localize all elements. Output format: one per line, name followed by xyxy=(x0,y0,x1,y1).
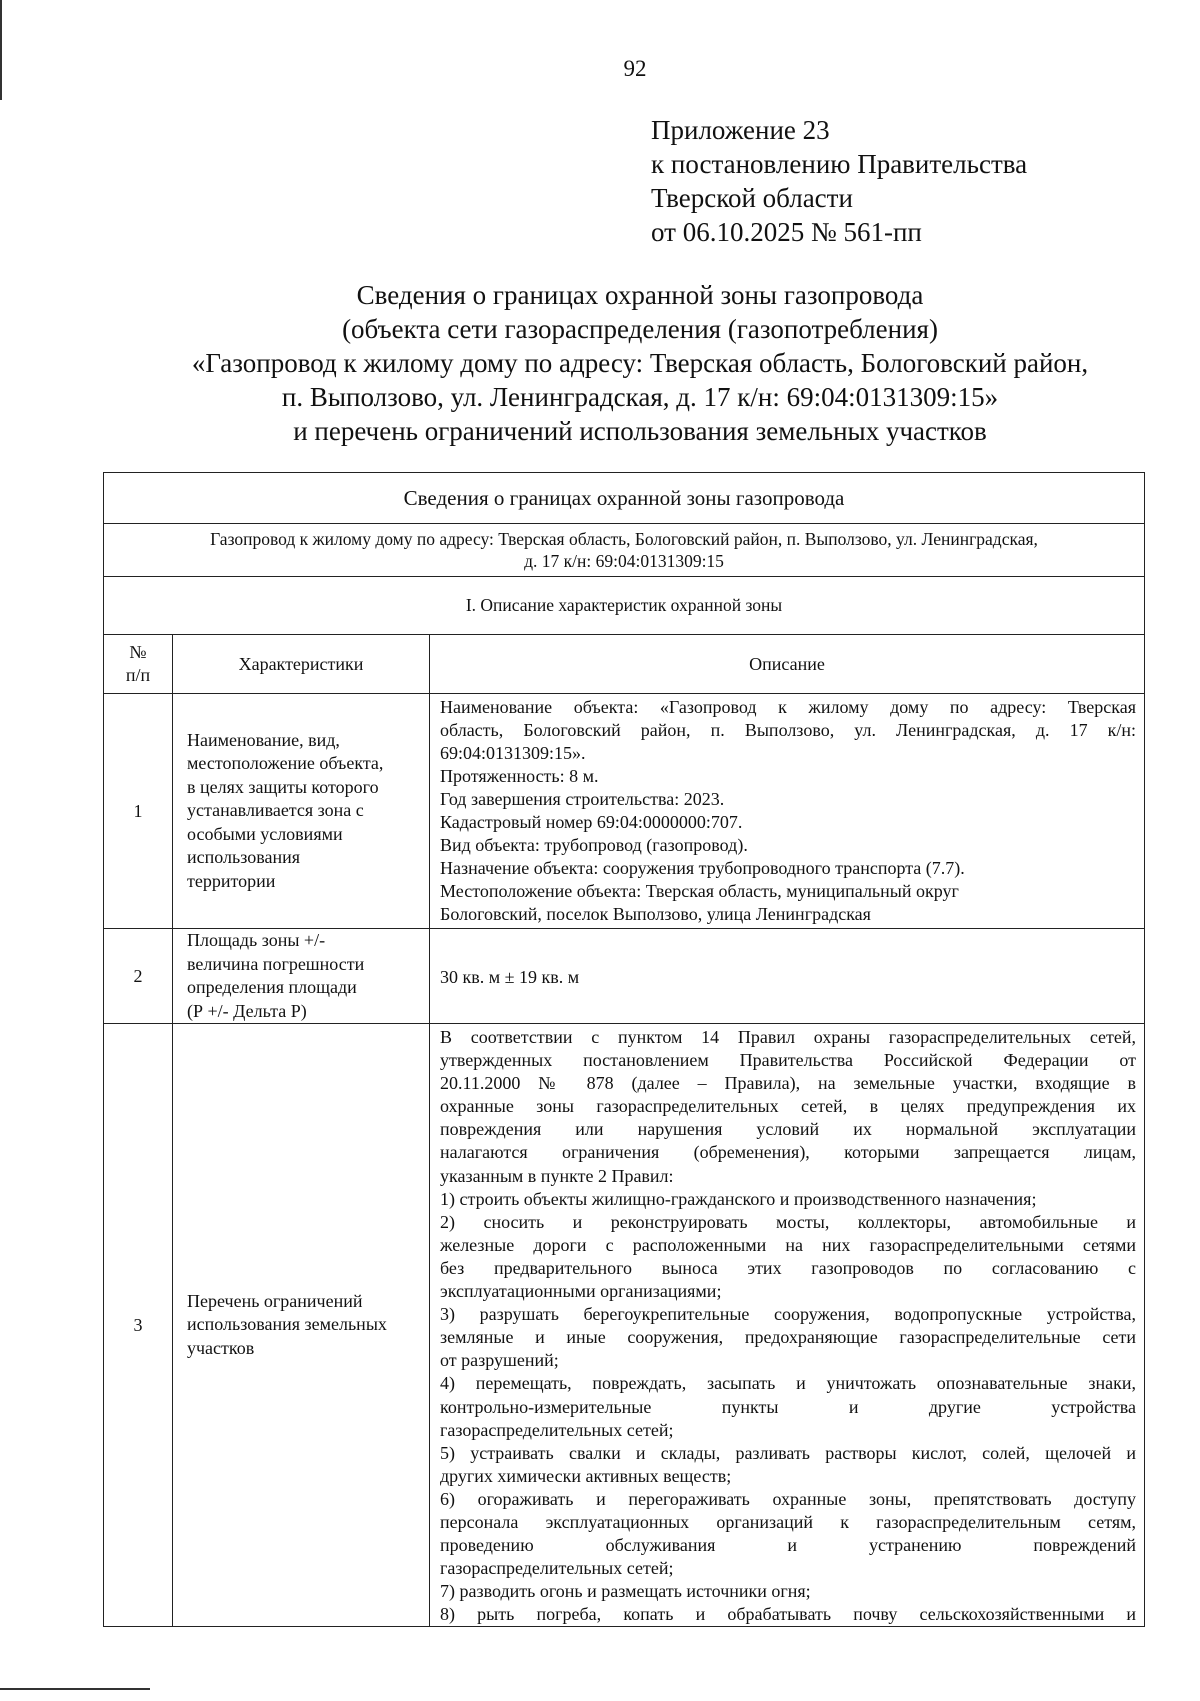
page-number: 92 xyxy=(623,56,647,81)
description-line: газораспределительных сетей; xyxy=(440,1558,674,1579)
description-line: Местоположение объекта: Тверская область, муниципальный округ xyxy=(440,881,959,901)
title-line: и перечень ограничений использования земельных участков xyxy=(293,416,987,446)
row-description xyxy=(430,694,1145,929)
description-line: Наименование объекта: «Газопровод к жилому дому по адресу: Тверская xyxy=(440,697,1137,717)
description-line: контрольно-измерительные пункты и другие устройства xyxy=(440,1396,1137,1417)
protection-zone-table xyxy=(103,472,1145,1627)
appendix-line: Приложение 23 xyxy=(651,115,830,145)
row-description xyxy=(430,929,1145,1024)
description-line: указанным в пункте 2 Правил: xyxy=(440,1165,674,1186)
title-line: Сведения о границах охранной зоны газопровода xyxy=(356,280,924,310)
description-line: Вид объекта: трубопровод (газопровод). xyxy=(440,835,748,855)
characteristics-line: Наименование, вид, xyxy=(187,729,340,750)
column-header-characteristics: Характеристики xyxy=(173,635,430,694)
appendix-line: Тверской области xyxy=(651,183,853,213)
characteristics-line: участков xyxy=(187,1337,255,1358)
description-line: газораспределительных сетей; xyxy=(440,1419,674,1440)
column-header-description: Описание xyxy=(430,635,1145,694)
description-line: Год завершения строительства: 2023. xyxy=(440,789,725,809)
characteristics-line: величина погрешности xyxy=(187,953,365,974)
description-line: 30 кв. м ± 19 кв. м xyxy=(440,966,580,987)
description-line: охранные зоны газораспределительных сетей, в целях предупреждения их xyxy=(440,1096,1137,1117)
description-line: Бологовский, поселок Выползово, улица Ленинградская xyxy=(440,904,871,924)
description-line: область, Бологовский район, п. Выползово, ул. Ленинградская, д. 17 к/н: xyxy=(440,720,1137,740)
row-number: 2 xyxy=(104,929,173,1024)
description-line: 2) сносить и реконструировать мосты, коллекторы, автомобильные и xyxy=(440,1211,1137,1232)
characteristics-line: (Р +/- Дельта Р) xyxy=(187,1000,307,1021)
column-header-number-line: п/п xyxy=(125,665,151,685)
description-line: Кадастровый номер 69:04:0000000:707. xyxy=(440,812,743,832)
description-line: 69:04:0131309:15». xyxy=(440,743,586,763)
description-line: без предварительного выноса этих газопроводов по согласованию с xyxy=(440,1257,1137,1278)
table-row xyxy=(104,1024,1145,1627)
description-line: от разрушений; xyxy=(440,1350,559,1371)
characteristics-line: особыми условиями xyxy=(187,823,343,844)
characteristics-line: местоположение объекта, xyxy=(187,753,384,774)
description-line: 4) перемещать, повреждать, засыпать и уничтожать опознавательные знаки, xyxy=(440,1373,1137,1394)
description-line: 7) разводить огонь и размещать источники огня; xyxy=(440,1581,811,1602)
row-characteristics xyxy=(173,929,430,1024)
title-line: (объекта сети газораспределения (газопотребления) xyxy=(342,314,938,344)
appendix-block xyxy=(651,113,1027,249)
row-characteristics xyxy=(173,1024,430,1627)
description-line: Протяженность: 8 м. xyxy=(440,766,599,786)
description-line: 5) устраивать свалки и склады, разливать растворы кислот, солей, щелочей и xyxy=(440,1442,1137,1463)
appendix-line: к постановлению Правительства xyxy=(651,149,1028,179)
description-line: проведению обслуживания и устранению повреждений xyxy=(440,1535,1137,1556)
characteristics-line: территории xyxy=(187,870,276,891)
description-line: повреждения или нарушения условий их нормальной эксплуатации xyxy=(440,1119,1137,1140)
description-line: эксплуатационными организациями; xyxy=(440,1281,722,1302)
table-row xyxy=(104,694,1145,929)
title-line: п. Выползово, ул. Ленинградская, д. 17 к/н: 69:04:0131309:15» xyxy=(281,382,999,412)
description-line: других химически активных веществ; xyxy=(440,1465,732,1486)
table-row xyxy=(104,929,1145,1024)
description-line: железные дороги с расположенными на них газораспределительными сетями xyxy=(440,1234,1137,1255)
table-section-row xyxy=(104,577,1145,635)
characteristics-line: устанавливается зона с xyxy=(187,800,364,821)
characteristics-line: Площадь зоны +/- xyxy=(187,930,326,950)
description-line: Назначение объекта: сооружения трубопроводного транспорта (7.7). xyxy=(440,858,965,878)
scan-bottom-mark xyxy=(0,1688,150,1690)
description-line: 6) огораживать и перегораживать охранные зоны, препятствовать доступу xyxy=(440,1488,1137,1509)
row-description xyxy=(430,1024,1145,1627)
title-line: «Газопровод к жилому дому по адресу: Тверская область, Бологовский район, xyxy=(191,348,1089,378)
row-number: 3 xyxy=(104,1024,173,1627)
table-object-header xyxy=(104,524,1145,577)
description-line: утвержденных постановлением Правительства Российской Федерации от xyxy=(440,1050,1137,1071)
description-line: 20.11.2000 № 878 (далее – Правила), на земельные участки, входящие в xyxy=(440,1073,1137,1094)
description-line: персонала эксплуатационных организаций к газораспределительным сетям, xyxy=(440,1511,1137,1532)
document-title xyxy=(140,278,1140,448)
characteristics-line: определения площади xyxy=(187,977,357,997)
object-header-line: Газопровод к жилому дому по адресу: Тверская область, Бологовский район, п. Выползово, ул. Ленинградская, xyxy=(210,529,1038,549)
scan-edge-mark xyxy=(0,0,2,100)
row-number: 1 xyxy=(104,694,173,929)
description-line: 3) разрушать берегоукрепительные сооружения, водопропускные устройства, xyxy=(440,1304,1137,1325)
description-line: 8) рыть погреба, копать и обрабатывать почву сельскохозяйственными и xyxy=(440,1604,1137,1625)
column-header-row xyxy=(104,635,1145,694)
table-header-row xyxy=(104,473,1145,524)
appendix-line: от 06.10.2025 № 561-пп xyxy=(651,217,922,247)
characteristics-line: Перечень ограничений xyxy=(187,1290,363,1311)
description-line: земляные и иные сооружения, предохраняющие газораспределительные сети xyxy=(440,1327,1137,1348)
row-characteristics xyxy=(173,694,430,929)
object-header-line: д. 17 к/н: 69:04:0131309:15 xyxy=(524,551,724,571)
table-subheader-row xyxy=(104,524,1145,577)
table-main-header: Сведения о границах охранной зоны газопровода xyxy=(104,473,1145,524)
characteristics-line: использования xyxy=(187,847,301,868)
description-line: В соответствии с пунктом 14 Правил охраны газораспределительных сетей, xyxy=(440,1027,1137,1047)
column-header-number-line: № xyxy=(129,642,147,662)
characteristics-line: в целях защиты которого xyxy=(187,776,379,797)
column-header-number xyxy=(104,635,173,694)
characteristics-line: использования земельных xyxy=(187,1314,387,1335)
description-line: налагаются ограничения (обременения), которыми запрещается лицам, xyxy=(440,1142,1137,1163)
section-heading: I. Описание характеристик охранной зоны xyxy=(104,577,1145,635)
description-line: 1) строить объекты жилищно-гражданского и производственного назначения; xyxy=(440,1188,1037,1209)
